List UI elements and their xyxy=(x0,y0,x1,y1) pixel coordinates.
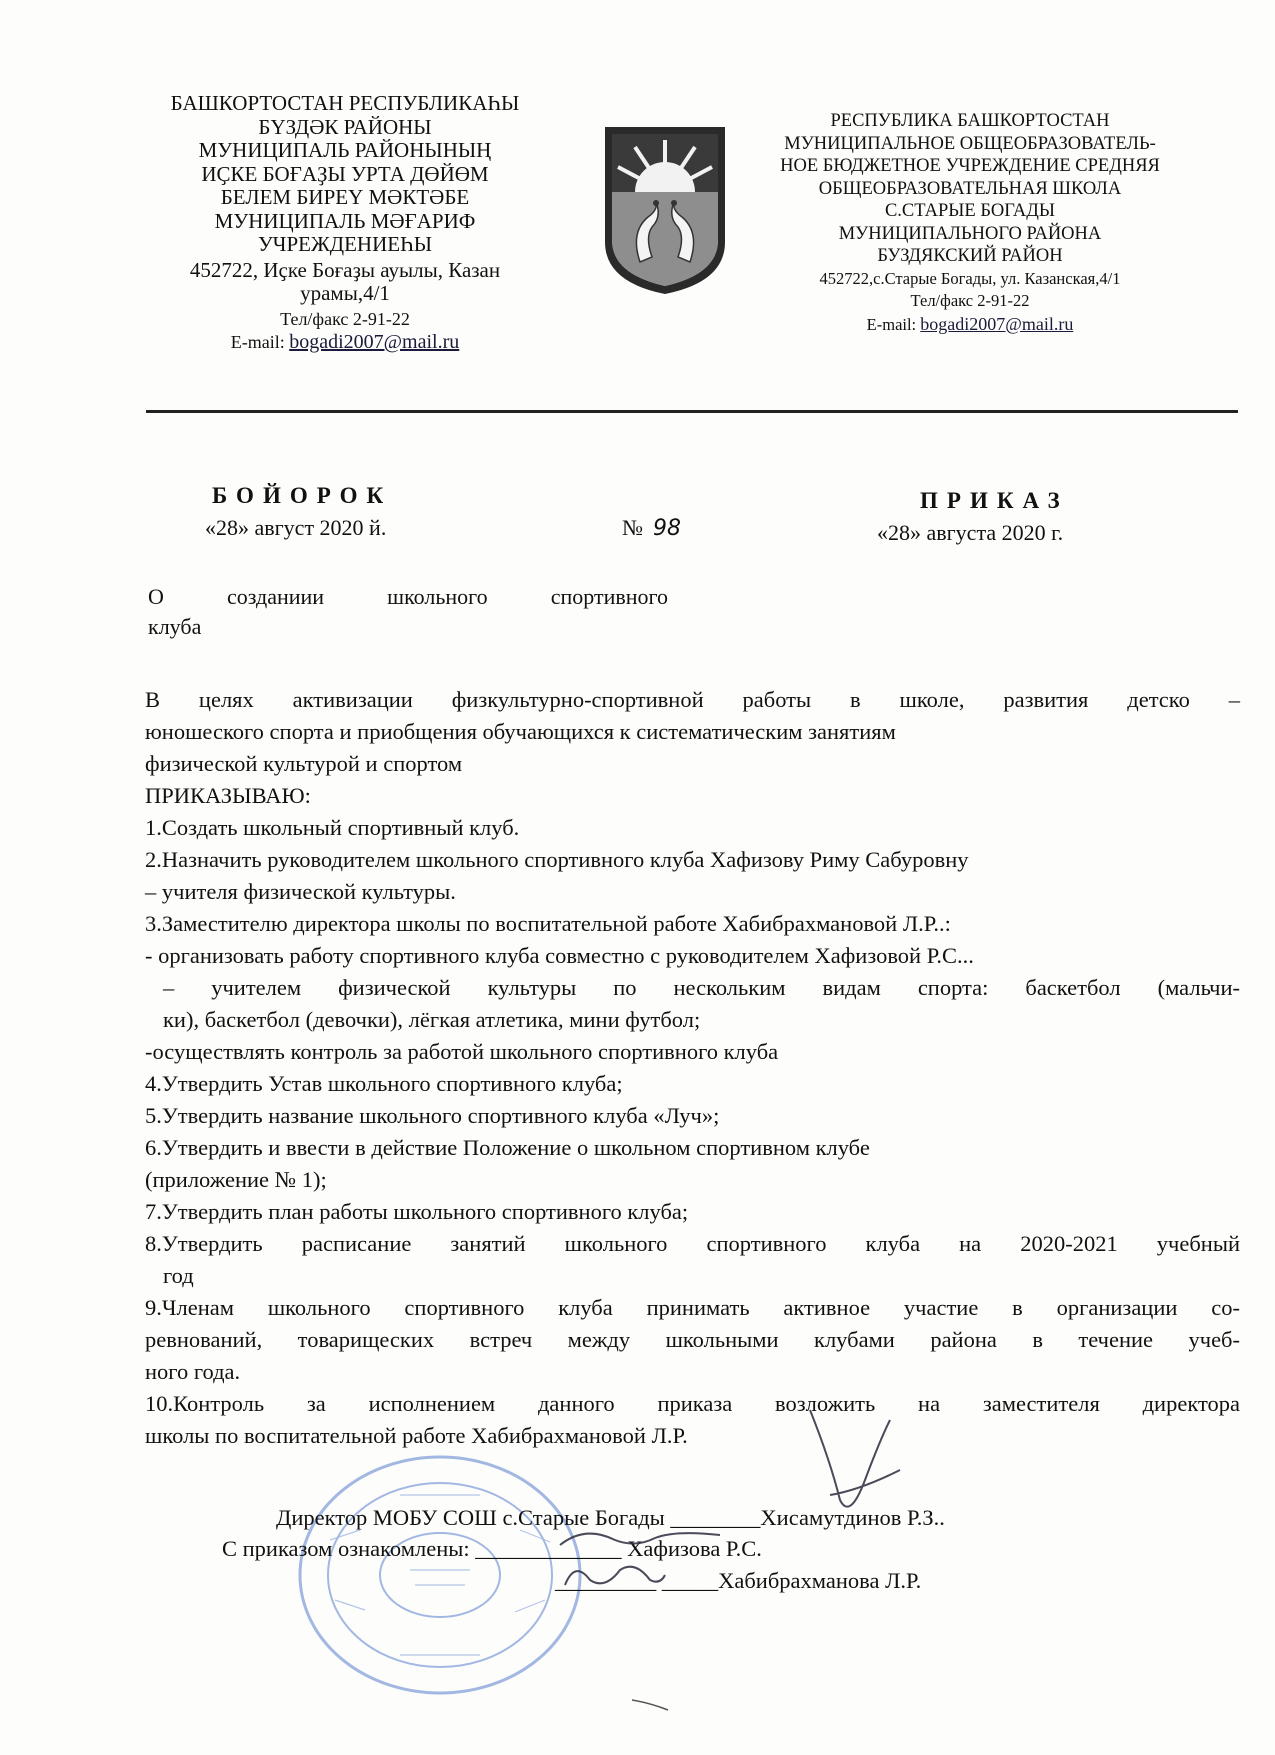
order-number-value: 98 xyxy=(653,516,681,541)
header-right-email-link[interactable]: bogadi2007@mail.ru xyxy=(920,313,1074,334)
subject-line: клуба xyxy=(148,614,202,639)
header-left-email-label: E-mail: xyxy=(230,332,285,352)
order-item: - организовать работу спортивного клуба совместно с руководителем Хафизовой Р.С... xyxy=(145,943,974,968)
order-item: 5.Утвердить название школьного спортивного клуба «Луч»; xyxy=(145,1103,720,1128)
header-right-line: РЕСПУБЛИКА БАШКОРТОСТАН xyxy=(830,111,1110,131)
order-item: 7.Утвердить план работы школьного спортивного клуба; xyxy=(145,1199,689,1224)
header-left-line: УЧРЕЖДЕНИЕҺЫ xyxy=(257,232,433,256)
order-item: 3.Заместителю директора школы по воспитательной работе Хабибрахмановой Л.Р..: xyxy=(145,911,951,936)
order-title-bashkir: БОЙОРОК xyxy=(212,483,393,508)
header-left-line: БАШКОРТОСТАН РЕСПУБЛИКАҺЫ xyxy=(170,91,520,115)
signature-scribble-2 xyxy=(560,1555,670,1595)
coat-of-arms-emblem xyxy=(600,122,730,297)
page-mark xyxy=(630,1695,670,1715)
order-number-label: № xyxy=(622,515,643,540)
order-date-bashkir: «28» август 2020 й. xyxy=(205,515,387,540)
acquainted-person: Хабибрахманова Л.Р. xyxy=(718,1568,922,1593)
order-command: ПРИКАЗЫВАЮ: xyxy=(145,783,311,808)
header-right-line: МУНИЦИПАЛЬНОГО РАЙОНА xyxy=(838,223,1102,244)
header-left-line: БҮЗДӘК РАЙОНЫ xyxy=(258,114,432,139)
acquainted-label: С приказом ознакомлены: xyxy=(222,1536,470,1561)
order-subject xyxy=(148,582,668,642)
signature-scribble-1 xyxy=(555,1520,725,1560)
header-right-org xyxy=(760,110,1180,336)
order-item: школы по воспитательной работе Хабибрахмановой Л.Р. xyxy=(145,1423,688,1448)
order-item: ного года. xyxy=(145,1359,241,1384)
header-left-line: МУНИЦИПАЛЬ РАЙОНЫНЫҢ xyxy=(198,138,492,162)
signature-line: _____________ xyxy=(475,1536,622,1561)
order-number xyxy=(622,515,681,541)
header-right-line: С.СТАРЫЕ БОГАДЫ xyxy=(884,201,1056,221)
order-item: 10.Контроль за исполнением данного приказа возложить на заместителя директора xyxy=(145,1391,1240,1416)
header-right-phone: Тел/факс 2-91-22 xyxy=(910,291,1030,310)
header-left-phone: Тел/факс 2-91-22 xyxy=(280,308,410,329)
preamble-line: физической культурой и спортом xyxy=(145,751,463,776)
order-item: 1.Создать школьный спортивный клуб. xyxy=(145,815,520,840)
header-right-address: 452722,с.Старые Богады, ул. Казанская,4/1 xyxy=(819,268,1121,288)
header-right-line: НОЕ БЮДЖЕТНОЕ УЧРЕЖДЕНИЕ СРЕДНЯЯ xyxy=(780,156,1160,176)
order-item: 2.Назначить руководителем школьного спортивного клуба Хафизову Риму Сабуровну xyxy=(145,847,969,872)
director-signature-line: ________ xyxy=(670,1505,761,1530)
header-divider xyxy=(146,410,1238,413)
header-right-line: ОБЩЕОБРАЗОВАТЕЛЬНАЯ ШКОЛА xyxy=(818,178,1122,199)
acquainted-person: Хафизова Р.С. xyxy=(627,1536,762,1561)
order-item: ки), баскетбол (девочки), лёгкая атлетика, мини футбол; xyxy=(163,1007,701,1032)
header-left-line: БЕЛЕМ БИРЕҮ МӘКТӘБЕ xyxy=(220,185,470,209)
order-item: – учителем физической культуры по нескольким видам спорта: баскетбол (мальчи- xyxy=(163,975,1240,1000)
director-signature-scribble xyxy=(770,1400,920,1540)
header-left-line: МУНИЦИПАЛЬ МӘҒАРИФ xyxy=(214,208,476,233)
school-seal-stamp xyxy=(290,1450,590,1700)
header-right-line: МУНИЦИПАЛЬНОЕ ОБЩЕОБРАЗОВАТЕЛЬ- xyxy=(784,133,1156,154)
order-body xyxy=(145,684,1240,1452)
header-left-org xyxy=(150,92,540,355)
order-item: год xyxy=(163,1263,194,1288)
subject-line: О созданиии школьного спортивного xyxy=(148,584,668,609)
director-name: Хисамутдинов Р.З.. xyxy=(760,1505,945,1530)
header-left-email-link[interactable]: bogadi2007@mail.ru xyxy=(289,331,460,353)
signature-line: _________ _____ xyxy=(555,1568,719,1593)
header-right-line: БУЗДЯКСКИЙ РАЙОН xyxy=(877,246,1063,266)
director-label: Директор МОБУ СОШ с.Старые Богады xyxy=(276,1505,665,1530)
order-item: 4.Утвердить Устав школьного спортивного клуба; xyxy=(145,1071,623,1096)
order-item: ревнований, товарищеских встреч между школьными клубами района в течение учеб- xyxy=(145,1327,1240,1352)
order-item: -осуществлять контроль за работой школьного спортивного клуба xyxy=(145,1039,779,1064)
order-item: – учителя физической культуры. xyxy=(145,879,456,904)
header-left-address: 452722, Иҫке Боғаҙы ауылы, Казан урамы,4/1 xyxy=(189,257,501,305)
order-item: (приложение № 1); xyxy=(145,1167,327,1192)
order-item: 9.Членам школьного спортивного клуба принимать активное участие в организации со- xyxy=(145,1295,1240,1320)
order-date-russian: «28» августа 2020 г. xyxy=(877,520,1064,545)
preamble-line: В целях активизации физкультурно-спортивной работы в школе, развития детско – xyxy=(145,687,1240,712)
preamble-line: юношеского спорта и приобщения обучающихся к систематическим занятиям xyxy=(145,719,896,744)
order-title-russian: ПРИКАЗ xyxy=(920,488,1069,513)
header-right-email-label: E-mail: xyxy=(866,314,917,334)
order-item: 6.Утвердить и ввести в действие Положение о школьном спортивном клубе xyxy=(145,1135,870,1160)
order-item: 8.Утвердить расписание занятий школьного спортивного клуба на 2020-2021 учебный xyxy=(145,1231,1240,1256)
header-left-line: ИҪКЕ БОҒАҘЫ УРТА ДӨЙӨМ xyxy=(201,161,489,186)
